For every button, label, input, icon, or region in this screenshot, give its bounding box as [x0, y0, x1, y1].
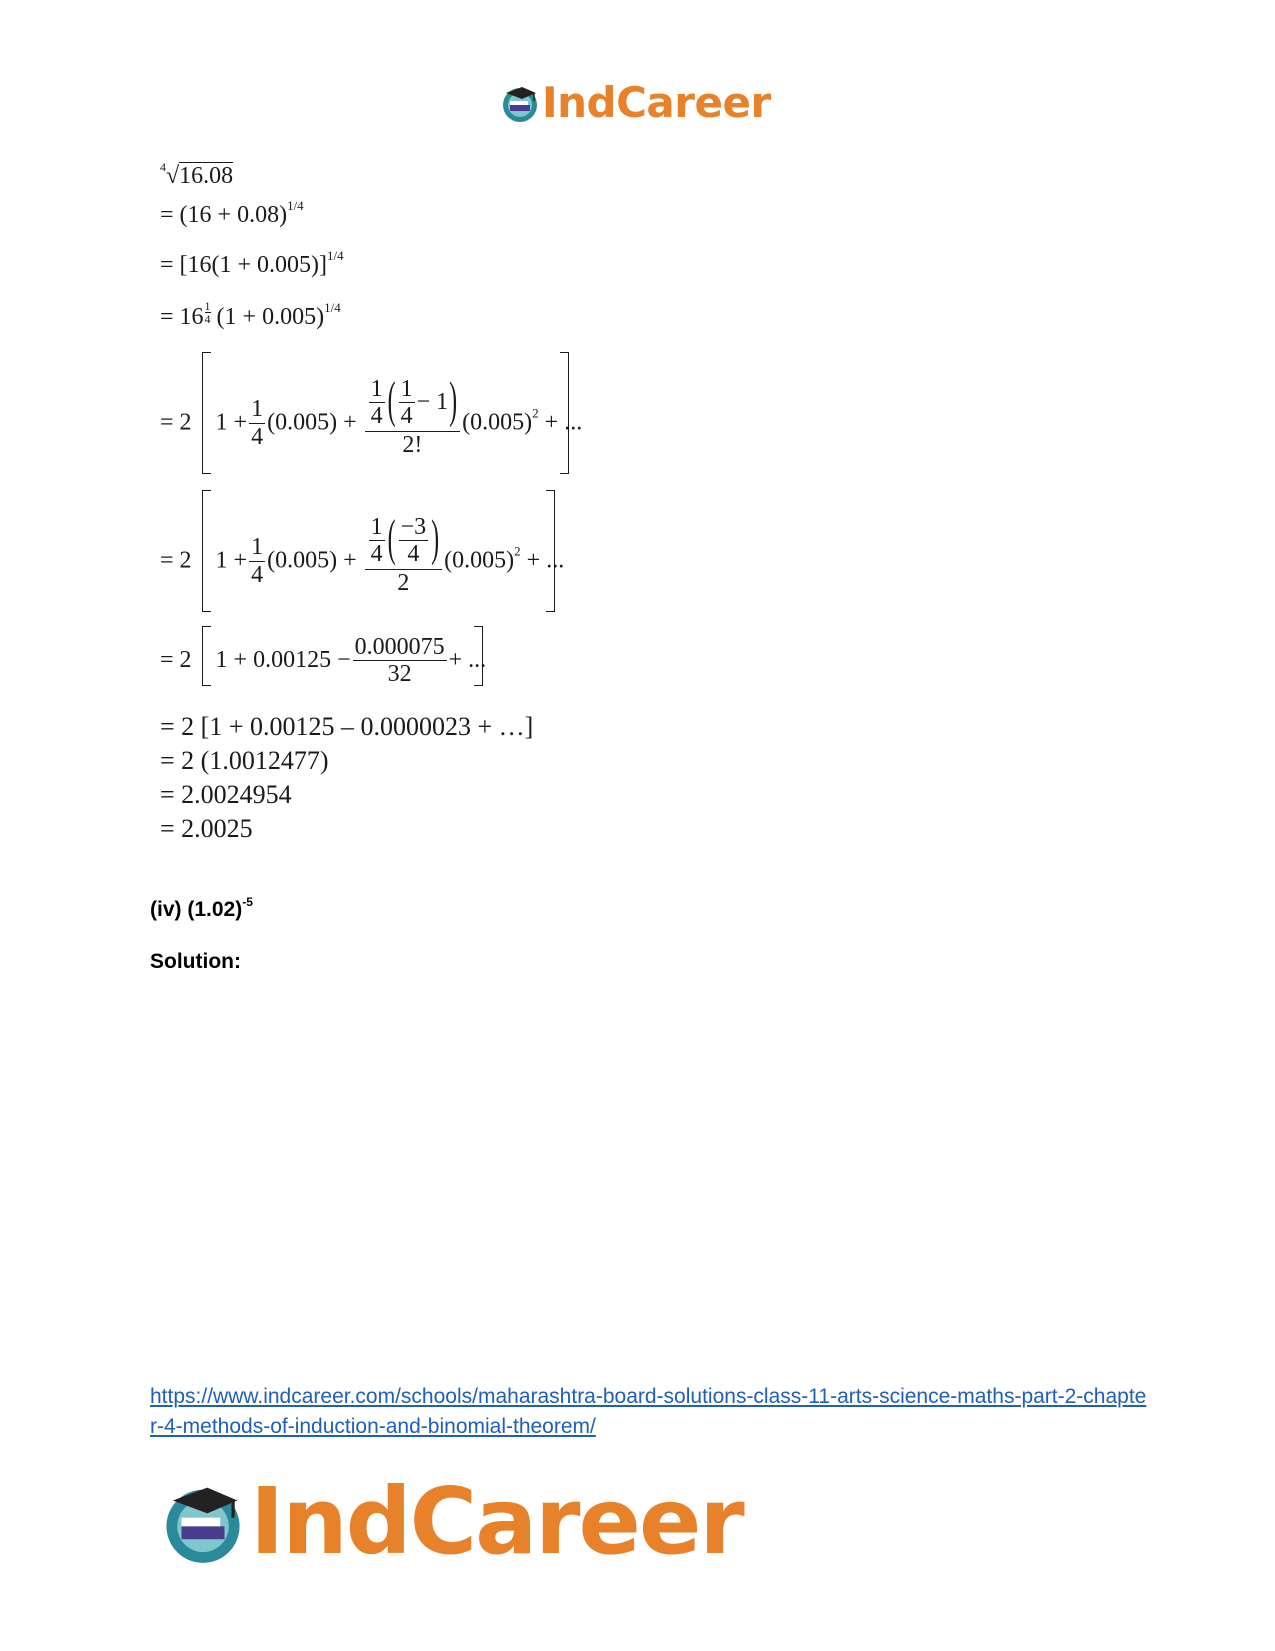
- question-label: (iv) $(1.02)^{-5}$: [150, 895, 253, 921]
- radical-sign: √: [166, 163, 180, 189]
- logo-wordmark: IndCareer: [542, 78, 771, 127]
- math-line-1: $^4$√16.08: [160, 160, 234, 189]
- fraction: $\frac{0.000075}{32}$: [354, 634, 445, 688]
- math-line-9: = 2 (1.0012477): [160, 746, 329, 775]
- solution-label: Solution:: [150, 950, 241, 973]
- math-line-4: = 16 $\frac{1}{4}$ $(1 + 0.005)^{1/4}$: [160, 299, 341, 330]
- fraction: $\frac{1}{4}$: [251, 396, 264, 450]
- big-fraction: $\frac{1}{4}$ ( $\frac{-3}{4}$ ) 2: [365, 514, 443, 598]
- header-logo: [500, 78, 771, 127]
- math-line-7: = 2 1 + 0.00125 − $\frac{0.000075}{32}$ + ...: [160, 634, 487, 688]
- math-line-5: = 2 1 + $\frac{1}{4}$ (0.005) + $\frac{1}{4}$ ( $\frac{1}{4}$ − 1) 2! $(0.005)^2$ + ...: [160, 374, 583, 458]
- graduation-cap-icon: [160, 1479, 246, 1565]
- math-line-11: = 2.0025: [160, 814, 253, 843]
- graduation-cap-icon: [500, 83, 540, 123]
- math-line-8: = 2 [1 + 0.00125 – 0.0000023 + …]: [160, 712, 534, 741]
- math-line-3: = $[16(1 + 0.005)]^{1/4}$: [160, 248, 344, 278]
- big-fraction: $\frac{1}{4}$ ( $\frac{1}{4}$ − 1) 2!: [365, 376, 461, 460]
- exponent-fraction: $\frac{1}{4}$: [204, 299, 211, 326]
- math-line-10: = 2.0024954: [160, 780, 292, 809]
- math-line-2: = $(16 + 0.08)^{1/4}$: [160, 198, 304, 228]
- source-link[interactable]: https://www.indcareer.com/schools/maharashtra-board-solutions-class-11-arts-science-maths-part-2-chapter-4-methods-of-induction-and-binomial-theorem/: [150, 1385, 1147, 1438]
- fraction: $\frac{1}{4}$: [251, 534, 264, 588]
- footer-logo: [160, 1468, 743, 1575]
- math-line-6: = 2 1 + $\frac{1}{4}$ (0.005) + $\frac{1}{4}$ ( $\frac{-3}{4}$ ) 2 $(0.005)^2$ + ...: [160, 512, 565, 596]
- logo-wordmark: IndCareer: [250, 1468, 743, 1575]
